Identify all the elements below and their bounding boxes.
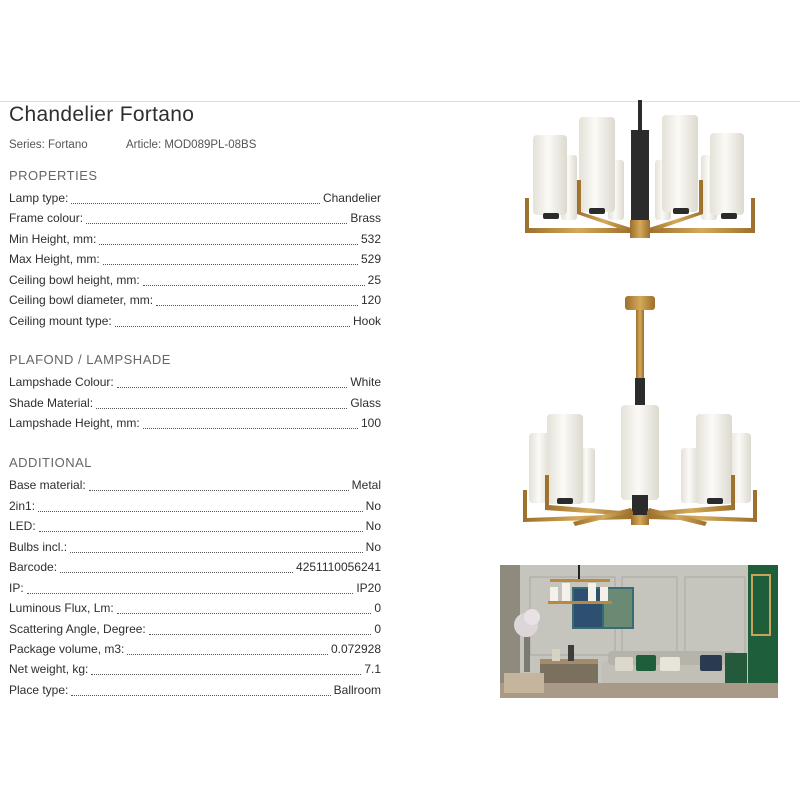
- spec-label: Base material:: [9, 478, 86, 492]
- spec-row: [9, 662, 381, 678]
- spec-label: Net weight, kg:: [9, 662, 89, 676]
- spec-row: [9, 499, 381, 515]
- spec-value: White: [350, 375, 381, 389]
- dot-leader: [27, 592, 354, 594]
- spec-row: [9, 519, 381, 535]
- dot-leader: [117, 386, 348, 388]
- spec-value: 25: [367, 273, 381, 287]
- spec-value: No: [365, 499, 381, 513]
- dot-leader: [60, 571, 293, 573]
- dot-leader: [96, 407, 347, 409]
- spec-value: 0: [374, 622, 381, 636]
- spec-value: No: [365, 540, 381, 554]
- spec-row: [9, 416, 381, 432]
- spec-row: [9, 314, 381, 330]
- dot-leader: [156, 304, 358, 306]
- section-heading-lampshade: PLAFOND / LAMPSHADE: [9, 352, 171, 367]
- spec-value: No: [365, 519, 381, 533]
- spec-label: IP:: [9, 581, 24, 595]
- dot-leader: [91, 673, 361, 675]
- chandelier-side-view-image: [515, 100, 765, 245]
- dot-leader: [117, 612, 372, 614]
- spec-value: Glass: [350, 396, 381, 410]
- spec-row: [9, 683, 381, 699]
- spec-row: [9, 478, 381, 494]
- spec-value: IP20: [356, 581, 381, 595]
- dot-leader: [71, 694, 330, 696]
- spec-label: Lamp type:: [9, 191, 69, 205]
- spec-value: Brass: [350, 211, 381, 225]
- spec-row: [9, 560, 381, 576]
- spec-value: Chandelier: [322, 191, 381, 205]
- spec-value: 4251110056241: [296, 560, 381, 574]
- spec-value: Hook: [352, 314, 381, 328]
- spec-value: 529: [360, 252, 381, 266]
- spec-row: [9, 252, 381, 268]
- spec-label: Package volume, m3:: [9, 642, 125, 656]
- spec-row: [9, 581, 381, 597]
- spec-label: Bulbs incl.:: [9, 540, 68, 554]
- spec-row: [9, 622, 381, 638]
- spec-value: 0.072928: [330, 642, 381, 656]
- spec-row: [9, 191, 381, 207]
- spec-row: [9, 273, 381, 289]
- spec-row: [9, 601, 381, 617]
- spec-value: Ballroom: [333, 683, 381, 697]
- spec-label: Ceiling bowl diameter, mm:: [9, 293, 154, 307]
- dot-leader: [149, 633, 372, 635]
- spec-label: Max Height, mm:: [9, 252, 100, 266]
- spec-label: LED:: [9, 519, 36, 533]
- spec-label: Luminous Flux, Lm:: [9, 601, 114, 615]
- spec-value: 100: [360, 416, 381, 430]
- section-heading-properties: PROPERTIES: [9, 168, 98, 183]
- spec-label: Shade Material:: [9, 396, 94, 410]
- spec-row: [9, 293, 381, 309]
- spec-row: [9, 232, 381, 248]
- dot-leader: [86, 222, 347, 224]
- spec-value: 532: [360, 232, 381, 246]
- dot-leader: [71, 202, 320, 204]
- chandelier-front-view-image: [515, 290, 765, 535]
- spec-label: Lampshade Colour:: [9, 375, 114, 389]
- spec-value: Metal: [351, 478, 381, 492]
- spec-label: Min Height, mm:: [9, 232, 97, 246]
- dot-leader: [143, 284, 365, 286]
- dot-leader: [89, 489, 349, 491]
- dot-leader: [127, 653, 328, 655]
- dot-leader: [115, 325, 350, 327]
- dot-leader: [70, 551, 363, 553]
- spec-label: Scattering Angle, Degree:: [9, 622, 146, 636]
- product-title: Chandelier Fortano: [9, 103, 195, 126]
- spec-row: [9, 396, 381, 412]
- article-label: Article: MOD089PL-08BS: [126, 139, 257, 151]
- dot-leader: [103, 263, 358, 265]
- dot-leader: [39, 530, 363, 532]
- spec-label: Barcode:: [9, 560, 58, 574]
- spec-row: [9, 211, 381, 227]
- dot-leader: [38, 510, 363, 512]
- spec-label: Ceiling bowl height, mm:: [9, 273, 140, 287]
- spec-label: Place type:: [9, 683, 69, 697]
- spec-value: 120: [360, 293, 381, 307]
- spec-label: Frame colour:: [9, 211, 84, 225]
- dot-leader: [143, 427, 358, 429]
- series-label: Series: Fortano: [9, 139, 88, 151]
- interior-scene-image: [500, 565, 778, 698]
- spec-label: 2in1:: [9, 499, 36, 513]
- dot-leader: [99, 243, 358, 245]
- spec-label: Lampshade Height, mm:: [9, 416, 140, 430]
- spec-row: [9, 642, 381, 658]
- spec-row: [9, 375, 381, 391]
- section-heading-additional: ADDITIONAL: [9, 455, 93, 470]
- spec-value: 7.1: [364, 662, 381, 676]
- spec-label: Ceiling mount type:: [9, 314, 112, 328]
- spec-value: 0: [374, 601, 381, 615]
- spec-row: [9, 540, 381, 556]
